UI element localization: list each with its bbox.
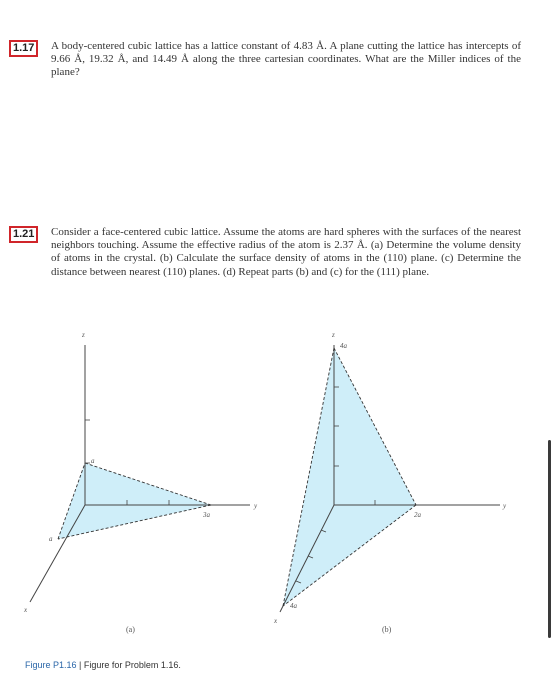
subfigure-label-b: (b) (382, 625, 392, 634)
x-axis-label: x (274, 617, 278, 625)
problem-number: 1.21 (9, 226, 38, 243)
problem-text: A body-centered cubic lattice has a lattice constant of 4.83 Å. A plane cutting the lattice has intercepts of 9.66 Å, 19.32 Å, and 14.49 Å along the three cartesian coordinates. What are the Miller indices of the plane? (51, 40, 521, 79)
subfigure-label-a: (a) (126, 625, 135, 634)
figure-a (23, 331, 258, 634)
problem-text: Consider a face-centered cubic lattice. Assume the atoms are hard spheres with the surfaces of the nearest neighbors touching. Assume the effective radius of the atom is 2.37 Å. (a) Determine the volume density of atoms in the crystal. (b) Calculate the surface density of atoms in the (110) plane. (c) Determine the distance between nearest (110) planes. (d) Repeat parts (b) and (c) for the (111) plane. (51, 226, 521, 278)
y-axis-label: y (503, 502, 507, 510)
figure-b (273, 331, 507, 634)
x-intercept-label: a (49, 535, 53, 543)
y-intercept-label: 2a (414, 511, 421, 519)
caption-figure-label: Figure P1.16 (25, 660, 77, 670)
z-axis-label: z (332, 331, 335, 339)
caption-text: Figure for Problem 1.16. (83, 660, 181, 670)
figure-caption (25, 660, 181, 670)
y-axis-label: y (254, 502, 258, 510)
x-intercept-label: 4a (290, 602, 297, 610)
x-axis-label: x (24, 606, 28, 614)
z-intercept-label: a (91, 457, 95, 465)
problem-number: 1.17 (9, 40, 38, 57)
scrollbar[interactable] (548, 440, 551, 638)
z-axis-label: z (82, 331, 85, 339)
figure-p1-16 (0, 320, 554, 650)
caption-separator: | (76, 660, 84, 670)
plane-a (58, 463, 211, 539)
y-intercept-label: 3a (203, 511, 210, 519)
z-intercept-label: 4a (340, 342, 347, 350)
x-axis (30, 505, 85, 602)
